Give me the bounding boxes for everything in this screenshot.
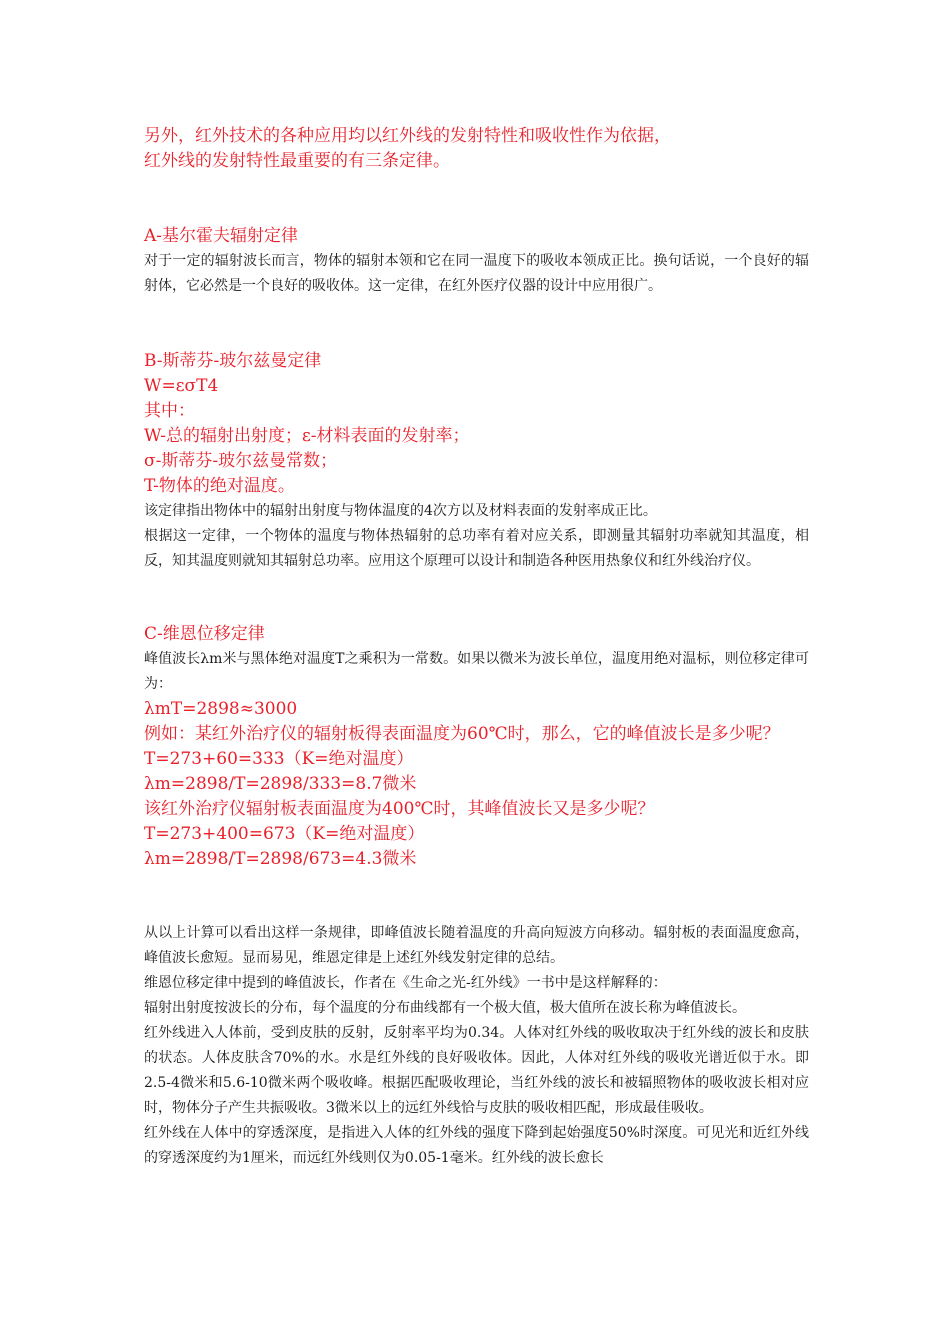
section-c-example-2: 该红外治疗仪辐射板表面温度为400℃时，其峰值波长又是多少呢？	[144, 799, 655, 819]
section-a-body: 对于一定的辐射波长而言，物体的辐射本领和它在同一温度下的吸收本领成正比。换句话说，一个良好的辐射体，它必然是一个良好的吸收体。这一定律，在红外医疗仪器的设计中应用很广。	[144, 253, 809, 294]
section-b-def-3: T-物体的绝对温度。	[144, 476, 295, 496]
closing-paragraph-5: 红外线在人体中的穿透深度，是指进入人体的红外线的强度下降到起始强度50%时深度。可见光和近红外线的穿透深度约为1厘米，而远红外线则仅为0.05-1毫米。红外线的波长愈长	[144, 1125, 809, 1166]
closing-section	[144, 921, 809, 1171]
closing-paragraph-1: 从以上计算可以看出这样一条规律，即峰值波长随着温度的升高向短波方向移动。辐射板的表面温度愈高，峰值波长愈短。显而易见，维恩定律是上述红外线发射定律的总结。	[144, 925, 809, 966]
section-c-calc-1b: λm=2898/T=2898/333=8.7微米	[144, 774, 417, 794]
section-b-where: 其中：	[144, 401, 195, 421]
section-c-calc-1a: T=273+60=333（K=绝对温度）	[144, 749, 414, 769]
section-a-heading: A-基尔霍夫辐射定律	[144, 226, 299, 246]
section-b-heading: B-斯蒂芬-玻尔兹曼定律	[144, 351, 322, 371]
intro-paragraph	[144, 124, 809, 174]
closing-paragraph-3: 辐射出射度按波长的分布，每个温度的分布曲线都有一个极大值，极大值所在波长称为峰值波长。	[144, 1000, 746, 1016]
section-b-body-2: 根据这一定律，一个物体的温度与物体热辐射的总功率有着对应关系，即测量其辐射功率就知其温度，相反，知其温度则就知其辐射总功率。应用这个原理可以设计和制造各种医用热象仪和红外线治疗仪。	[144, 528, 809, 569]
section-c-formula: λmT=2898≈3000	[144, 699, 298, 719]
section-c-calc-2b: λm=2898/T=2898/673=4.3微米	[144, 849, 417, 869]
intro-line-2: 红外线的发射特性最重要的有三条定律。	[144, 151, 450, 171]
section-c-calculations	[144, 697, 809, 872]
section-c-body: 峰值波长λm米与黑体绝对温度T之乘积为一常数。如果以微米为波长单位，温度用绝对温标，则位移定律可为：	[144, 651, 809, 692]
section-c-calc-2a: T=273+400=673（K=绝对温度）	[144, 824, 425, 844]
intro-line-1: 另外，红外技术的各种应用均以红外线的发射特性和吸收性作为依据，	[144, 126, 671, 146]
section-b-def-1: W-总的辐射出射度；ε-材料表面的发射率；	[144, 426, 470, 446]
section-b-definitions	[144, 374, 809, 499]
section-b-def-2: σ-斯蒂芬-玻尔兹曼常数；	[144, 451, 338, 471]
section-b-body-1: 该定律指出物体中的辐射出射度与物体温度的4次方以及材料表面的发射率成正比。	[144, 503, 657, 519]
closing-paragraph-4: 红外线进入人体前，受到皮肤的反射，反射率平均为0.34。人体对红外线的吸收取决于红外线的波长和皮肤的状态。人体皮肤含70%的水。水是红外线的良好吸收体。因此，人体对红外线的吸收光谱近似于水。即2.5-4微米和5.6-10微米两个吸收峰。根据匹配吸收理论，当红外线的波长和被辐照物体的吸收波长相对应时，物体分子产生共振吸收。3微米以上的远红外线恰与皮肤的吸收相匹配，形成最佳吸收。	[144, 1025, 809, 1116]
section-c-example-1: 例如：某红外治疗仪的辐射板得表面温度为60℃时，那么，它的峰值波长是多少呢？	[144, 724, 780, 744]
section-b-formula: W=εσT4	[144, 376, 219, 396]
section-c-heading: C-维恩位移定律	[144, 624, 265, 644]
closing-paragraph-2: 维恩位移定律中提到的峰值波长，作者在《生命之光-红外线》一书中是这样解释的：	[144, 975, 667, 991]
